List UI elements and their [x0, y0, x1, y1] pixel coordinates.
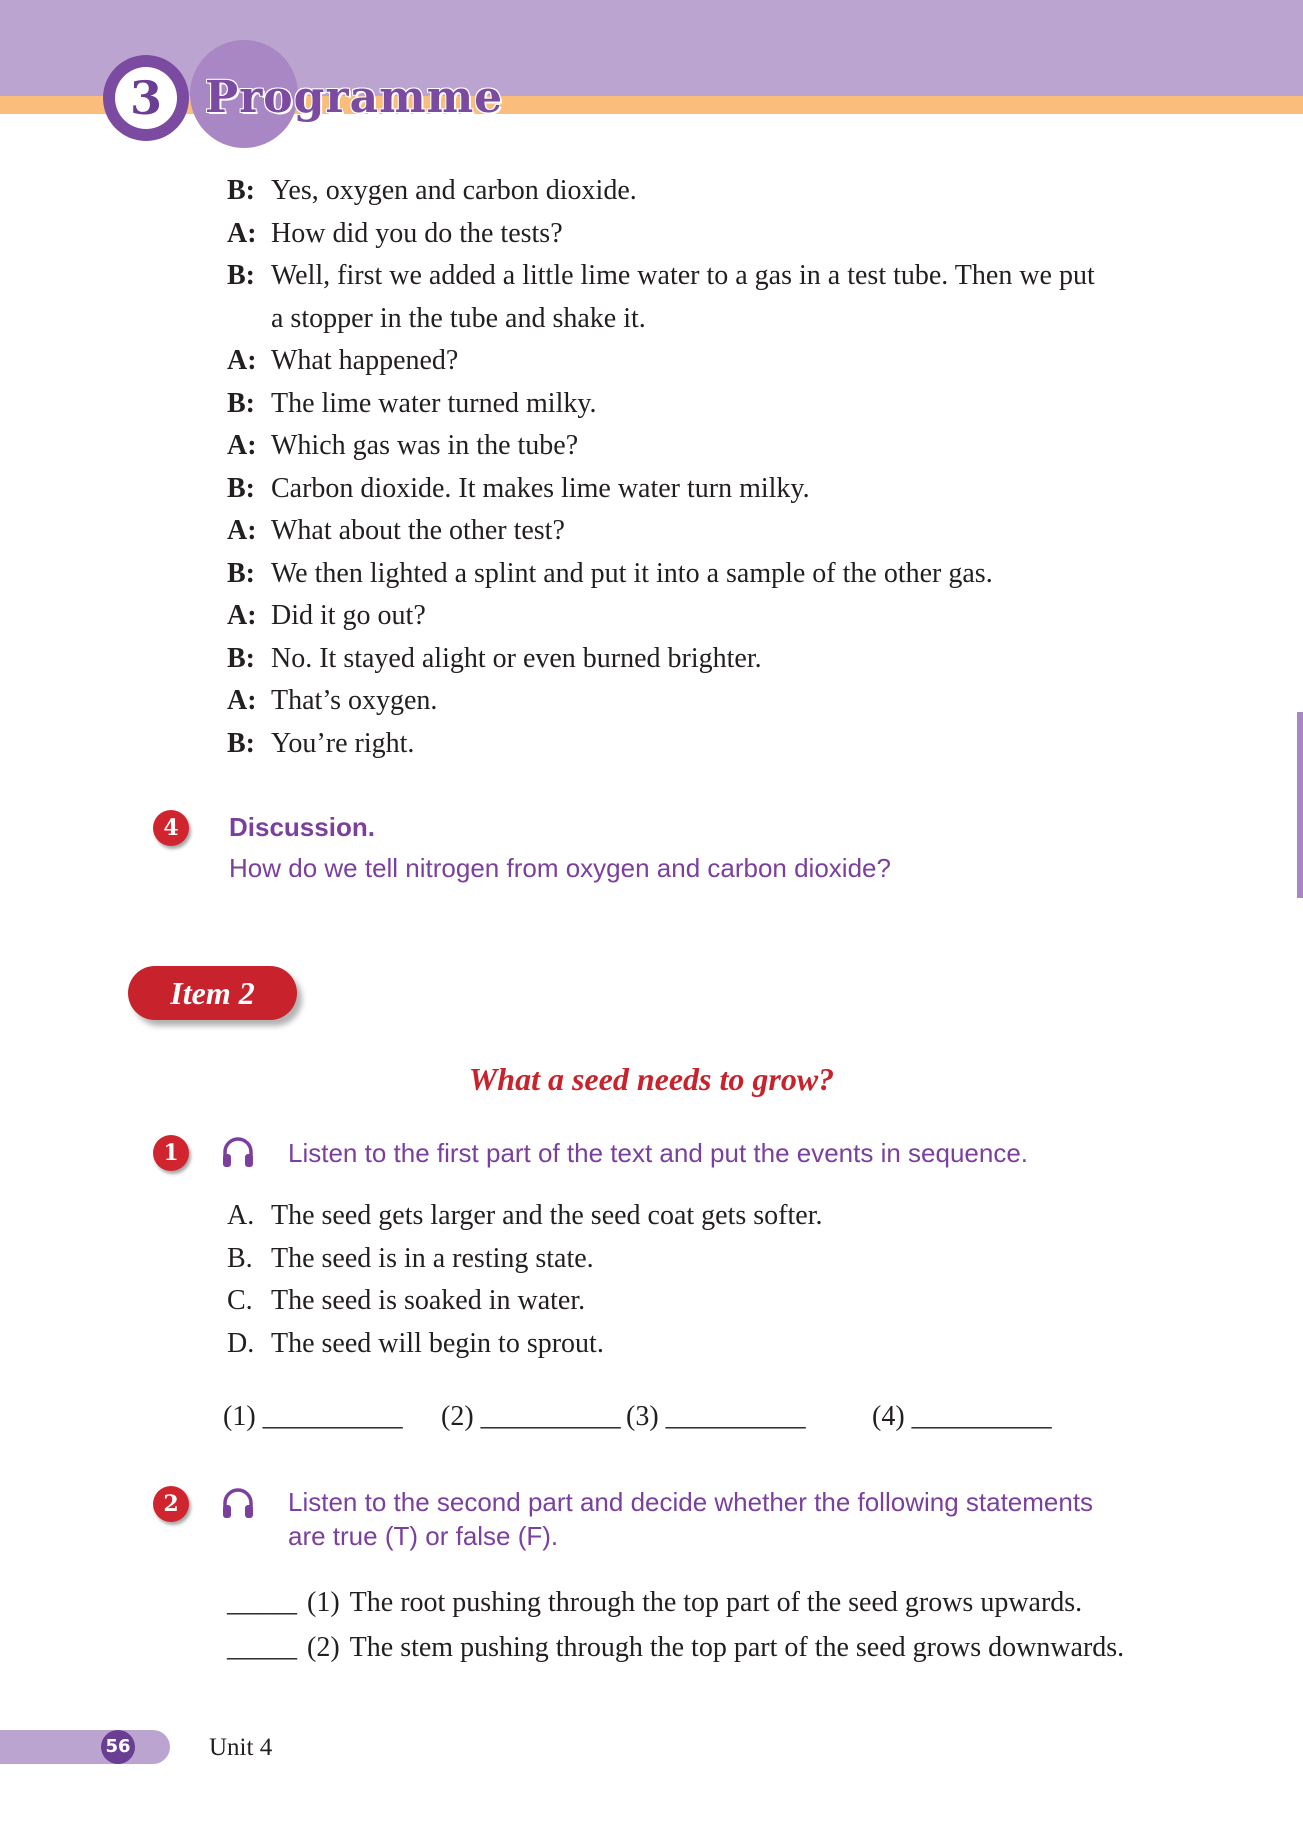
speaker-label: A: [227, 600, 257, 631]
speaker-label: B: [227, 260, 255, 291]
statement-number: (1) [307, 1587, 340, 1618]
dialogue-text: How did you do the tests? [271, 217, 563, 249]
dialogue-line [227, 255, 1227, 298]
speaker-label: B: [227, 472, 255, 504]
speaker-label: A: [227, 430, 257, 461]
discussion-heading: Discussion. [229, 812, 375, 842]
dialogue-line [227, 425, 1227, 468]
dialogue-line [227, 723, 1227, 766]
dialogue-text: That’s oxygen. [271, 685, 438, 716]
discussion-question: How do we tell nitrogen from oxygen and carbon dioxide? [229, 853, 891, 883]
speaker-label: A: [227, 217, 257, 249]
discussion-number-badge: 4 [153, 810, 189, 846]
statement-item [227, 1625, 1277, 1670]
task1-number-badge: 1 [153, 1135, 189, 1171]
event-letter: A. [227, 1200, 255, 1231]
answer-blank[interactable]: _____ [227, 1632, 297, 1663]
dialogue-text: No. It stayed alight or even burned brighter. [271, 642, 762, 674]
footer-bar [0, 1730, 170, 1764]
true-false-list [227, 1580, 1277, 1670]
speaker-label: A: [227, 345, 257, 376]
task2-number-badge: 2 [153, 1486, 189, 1522]
dialogue-line [227, 213, 1227, 256]
answer-blank[interactable]: _____ [227, 1587, 297, 1618]
dialogue-text: Did it go out? [271, 600, 426, 631]
event-list [227, 1195, 1227, 1365]
dialogue-text: Carbon dioxide. It makes lime water turn milky. [271, 472, 810, 504]
sequence-blank-1[interactable]: (1) __________ [223, 1401, 403, 1432]
event-letter: B. [227, 1242, 253, 1274]
dialogue-line [227, 340, 1227, 383]
page-number: 56 [101, 1730, 135, 1764]
task2-instruction [288, 1485, 1093, 1553]
speaker-label: B: [227, 642, 255, 674]
statement-text: The stem pushing through the top part of the seed grows downwards. [349, 1632, 1125, 1663]
speaker-label: B: [227, 557, 255, 589]
dialogue-line [227, 553, 1227, 596]
event-item [227, 1323, 1227, 1366]
event-text: The seed is in a resting state. [271, 1242, 594, 1274]
section-number-badge [103, 55, 189, 141]
dialogue-line [227, 638, 1227, 681]
dialogue-text: Well, first we added a little lime water to a gas in a test tube. Then we put [271, 260, 1095, 291]
dialogue [227, 170, 1227, 765]
dialogue-text: You’re right. [271, 727, 415, 759]
section-title: Programme [205, 72, 504, 123]
statement-item [227, 1580, 1277, 1625]
event-text: The seed gets larger and the seed coat gets softer. [271, 1200, 823, 1231]
task2-instruction-line2: are true (T) or false (F). [288, 1521, 559, 1551]
speaker-label: A: [227, 685, 257, 716]
dialogue-line [227, 680, 1227, 723]
unit-label: Unit 4 [209, 1734, 273, 1761]
dialogue-line [227, 468, 1227, 511]
headphones-icon [220, 1486, 256, 1522]
statement-text: The root pushing through the top part of the seed grows upwards. [349, 1587, 1083, 1618]
speaker-label: B: [227, 387, 255, 419]
speaker-label: A: [227, 515, 257, 546]
dialogue-line [227, 383, 1227, 426]
event-text: The seed is soaked in water. [271, 1285, 586, 1316]
task1-instruction: Listen to the first part of the text and put the events in sequence. [288, 1138, 1029, 1168]
section-number: 3 [115, 67, 177, 129]
sequence-blank-3[interactable]: (3) __________ [626, 1401, 806, 1432]
dialogue-line [227, 510, 1227, 553]
task2-instruction-line1: Listen to the second part and decide whether the following statements [288, 1487, 1094, 1517]
dialogue-text: a stopper in the tube and shake it. [271, 302, 646, 334]
dialogue-text: What about the other test? [271, 515, 565, 546]
dialogue-text: What happened? [271, 345, 459, 376]
item-label: Item 2 [128, 966, 297, 1020]
dialogue-text: We then lighted a splint and put it into a sample of the other gas. [271, 557, 993, 589]
dialogue-text: Which gas was in the tube? [271, 430, 579, 461]
dialogue-text: The lime water turned milky. [271, 387, 597, 419]
dialogue-line [227, 595, 1227, 638]
headphones-icon [220, 1135, 256, 1171]
sequence-blank-4[interactable]: (4) __________ [872, 1401, 1052, 1432]
right-edge-tab [1297, 712, 1303, 898]
item-title: What a seed needs to grow? [468, 1061, 835, 1097]
dialogue-line [227, 298, 1227, 341]
event-text: The seed will begin to sprout. [271, 1327, 604, 1359]
dialogue-line [227, 170, 1227, 213]
event-item [227, 1238, 1227, 1281]
event-item [227, 1195, 1227, 1238]
speaker-label: B: [227, 727, 255, 759]
event-letter: C. [227, 1285, 253, 1316]
event-letter: D. [227, 1327, 255, 1359]
sequence-blank-2[interactable]: (2) __________ [441, 1401, 621, 1432]
event-item [227, 1280, 1227, 1323]
statement-number: (2) [307, 1632, 340, 1663]
speaker-label: B: [227, 175, 255, 206]
dialogue-text: Yes, oxygen and carbon dioxide. [271, 175, 637, 206]
